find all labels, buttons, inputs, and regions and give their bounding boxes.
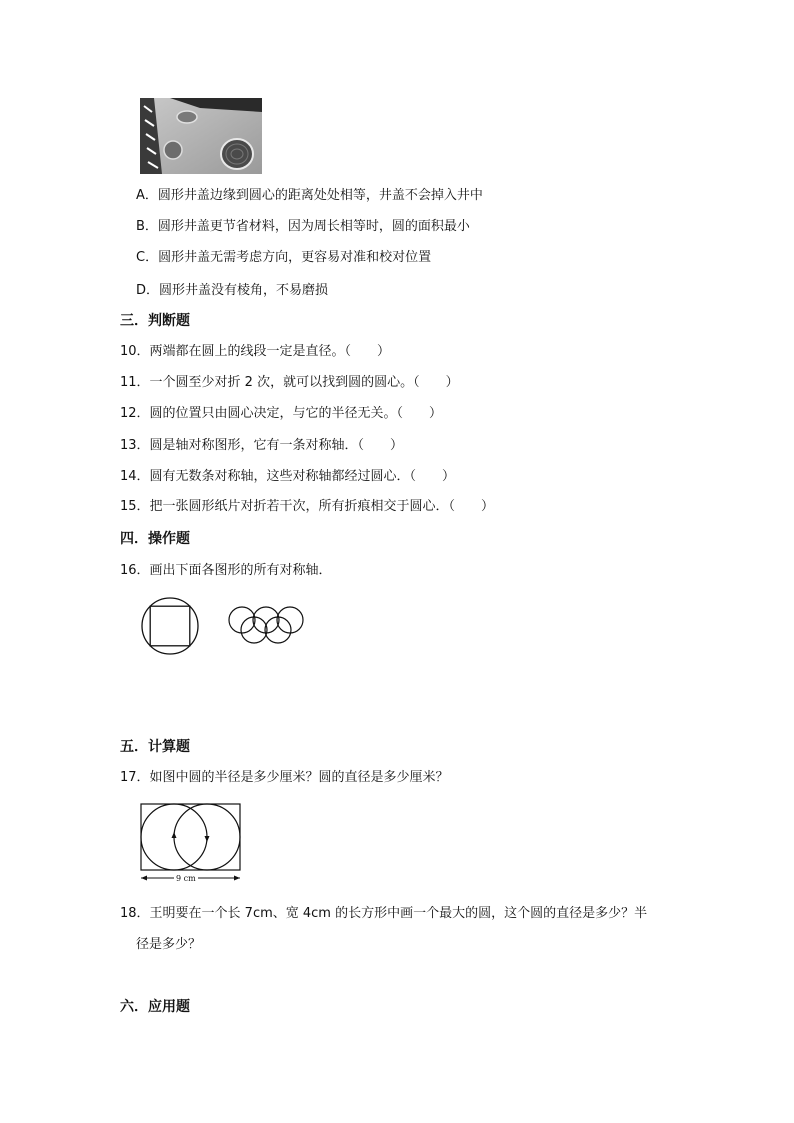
q9-option-d: D．圆形井盖没有棱角，不易磨损 [136, 283, 329, 298]
section-5-title: 五．计算题 [120, 739, 190, 755]
manhole-cover-photo [140, 98, 262, 174]
question-15: 15．把一张圆形纸片对折若干次，所有折痕相交于圆心．（ ） [120, 499, 495, 514]
question-18-line-1: 18．王明要在一个长 7cm、宽 4cm 的长方形中画一个最大的圆，这个圆的直径是多少？半 [120, 906, 648, 921]
question-17: 17．如图中圆的半径是多少厘米？圆的直径是多少厘米？ [120, 770, 449, 785]
width-label: 9 cm [176, 874, 196, 883]
circle-with-square-figure [138, 594, 202, 658]
question-10: 10．两端都在圆上的线段一定是直径。（ ） [120, 344, 391, 359]
q9-option-b: B．圆形井盖更节省材料，因为周长相等时，圆的面积最小 [136, 219, 470, 234]
question-11: 11．一个圆至少对折 2 次，就可以找到圆的圆心。（ ） [120, 375, 459, 390]
q9-option-c: C．圆形井盖无需考虑方向，更容易对准和校对位置 [136, 250, 432, 265]
question-14: 14．圆有无数条对称轴，这些对称轴都经过圆心．（ ） [120, 469, 456, 484]
section-6-title: 六．应用题 [120, 999, 190, 1015]
section-4-title: 四．操作题 [120, 531, 190, 547]
olympic-rings-figure [224, 600, 308, 648]
question-18-line-2: 径是多少？ [136, 937, 202, 952]
q9-option-a: A．圆形井盖边缘到圆心的距离处处相等，井盖不会掉入井中 [136, 188, 483, 203]
question-12: 12．圆的位置只由圆心决定，与它的半径无关。（ ） [120, 406, 443, 421]
section-3-title: 三．判断题 [120, 313, 190, 329]
question-13: 13．圆是轴对称图形，它有一条对称轴．（ ） [120, 438, 404, 453]
question-16: 16．画出下面各图形的所有对称轴． [120, 563, 332, 578]
